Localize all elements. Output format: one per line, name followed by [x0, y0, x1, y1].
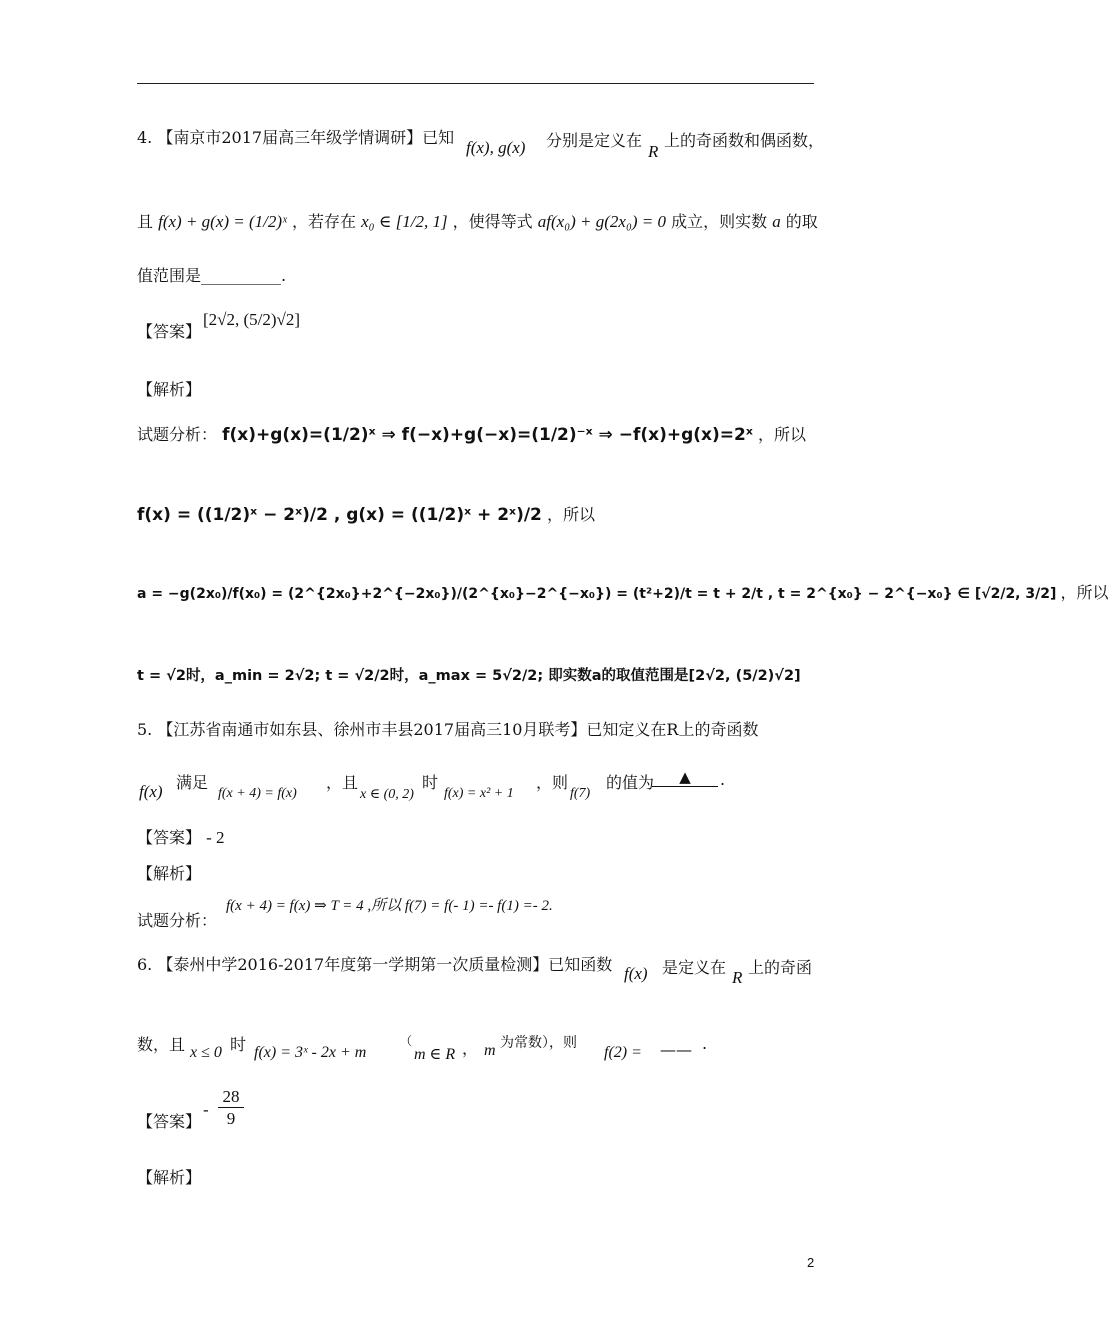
q4-odd-even: 上的奇函数和偶函数，: [664, 131, 825, 150]
q6-answer-blank: ——: [660, 1040, 692, 1059]
q4-solution-line4: [137, 665, 801, 686]
q4-answer-line: [137, 322, 201, 342]
q4-x0-range: x₀ ∈ [1/2, 1]: [361, 212, 448, 231]
q6-f2: f(2) =: [604, 1044, 642, 1061]
q5-formula: f(x) = x² + 1: [444, 786, 514, 801]
q6-answer-fraction: [218, 1086, 244, 1129]
q4-sol1-so: ，所以: [757, 425, 806, 444]
q6-intro: 6. 【泰州中学2016-2017年度第一学期第一次质量检测】已知函数: [137, 955, 613, 974]
q4-line3: 值范围是__________.: [137, 266, 287, 285]
q6-condition: x ≤ 0: [190, 1044, 222, 1061]
q5-satisfies: 满足: [176, 773, 209, 792]
q6-odd-func: 上的奇函: [748, 958, 813, 977]
q5-line1: 5. 【江苏省南通市如东县、徐州市丰县2017届高三10月联考】已知定义在R上的奇函数: [137, 720, 759, 739]
analysis-prefix: 试题分析：: [137, 425, 218, 444]
q4-fg-math: f(x), g(x): [466, 138, 526, 157]
q6-fx: f(x): [624, 964, 648, 983]
q5-periodic: f(x + 4) = f(x): [218, 786, 297, 801]
q6-constant-then: 为常数），则: [500, 1035, 577, 1051]
q6-answer-line: [137, 1112, 201, 1132]
q4-sol1-math: f(x)+g(x)=(1/2)ˣ ⇒ f(−x)+g(−x)=(1/2)⁻ˣ ⇒ −f(x)+g(x)=2ˣ: [222, 425, 753, 445]
q4-equation: f(x) + g(x) = (1/2)ˣ: [158, 212, 287, 231]
q4-sol2-so: ，所以: [546, 505, 595, 524]
q4-sol4-math: t = √2时，a_min = 2√2; t = √2/2时，a_max = 5√2/2; 即实数a的取值范围是[2√2, (5/2)√2]: [137, 668, 801, 684]
q4-solution-line2: [137, 505, 595, 525]
analysis-prefix: 试题分析：: [137, 911, 218, 930]
q6-m: m: [484, 1042, 496, 1059]
fraction-numerator: 28: [218, 1086, 244, 1108]
q5-value-is: 的值为: [606, 773, 655, 792]
q5-answer: - 2: [206, 828, 225, 847]
q5-answer-line: [137, 828, 225, 848]
q4-defined-on: 分别是定义在: [546, 131, 643, 150]
q5-f7: f(7): [570, 786, 591, 801]
answer-label: 【答案】: [137, 1112, 202, 1131]
q6-and: 数，且: [137, 1035, 186, 1054]
q4-set-r: R: [648, 142, 659, 161]
q5-answer-blank: ▲: [652, 768, 718, 787]
q5-fx: f(x): [139, 782, 163, 801]
q4-answer-math: [2√2, (5/2)√2]: [203, 310, 301, 329]
fraction-denominator: 9: [226, 1109, 236, 1128]
q6-period: .: [702, 1034, 708, 1053]
q4-line1: [137, 128, 454, 148]
q4-sol2-math: f(x) = ((1/2)ˣ − 2ˣ)/2 , g(x) = ((1/2)ˣ + 2ˣ)/2: [137, 505, 542, 525]
q4-and: 且: [137, 212, 154, 231]
analysis-label: 【解析】: [137, 380, 202, 399]
q5-then: ，则: [536, 773, 569, 792]
header-rule: [137, 83, 814, 84]
q4-line2: [137, 212, 818, 232]
q4-range-of: 的取: [785, 212, 818, 231]
q4-holds: 成立，则实数: [671, 212, 768, 231]
answer-label: 【答案】: [137, 828, 202, 847]
q4-intro: 4. 【南京市2017届高三年级学情调研】已知: [137, 128, 455, 147]
q4-such-that: ，使得等式: [452, 212, 533, 231]
analysis-label: 【解析】: [137, 864, 202, 883]
q5-and: ，且: [326, 773, 359, 792]
q6-paren-open: （: [400, 1034, 413, 1048]
q4-var-a: a: [772, 212, 781, 231]
q4-exists: ，若存在: [291, 212, 356, 231]
q5-solution-math: f(x + 4) = f(x) ⇒ T = 4 ,所以 f(7) = f(- 1) =- f(1) =- 2.: [226, 898, 553, 914]
q5-interval: x ∈ (0, 2): [360, 787, 414, 802]
q6-set-r: R: [732, 968, 743, 987]
answer-label: 【答案】: [137, 322, 202, 341]
q6-m-real: m ∈ R: [414, 1046, 456, 1063]
q6-answer-sign: -: [203, 1100, 209, 1119]
q5-when: 时: [422, 773, 439, 792]
q4-solution-line1: [137, 425, 806, 445]
analysis-label: 【解析】: [137, 1168, 202, 1187]
q6-defined-on: 是定义在: [662, 958, 727, 977]
page-number: 2: [807, 1255, 815, 1270]
q6-comma: ，: [462, 1039, 479, 1058]
q4-sol3-so: ，所以: [1060, 583, 1109, 602]
q6-formula: f(x) = 3ˣ - 2x + m: [254, 1044, 367, 1061]
q4-condition: af(x₀) + g(2x₀) = 0: [537, 212, 666, 231]
q6-when: 时: [230, 1035, 247, 1054]
q6-line1: [137, 955, 612, 975]
q4-solution-line3: [137, 583, 1109, 605]
q4-sol3-math: a = −g(2x₀)/f(x₀) = (2^{2x₀}+2^{−2x₀})/(2^{x₀}−2^{−x₀}) = (t²+2)/t = t + 2/t , t = 2^{x₀} − 2^{−x₀} ∈ [√2/2, 3/2]: [137, 586, 1057, 602]
